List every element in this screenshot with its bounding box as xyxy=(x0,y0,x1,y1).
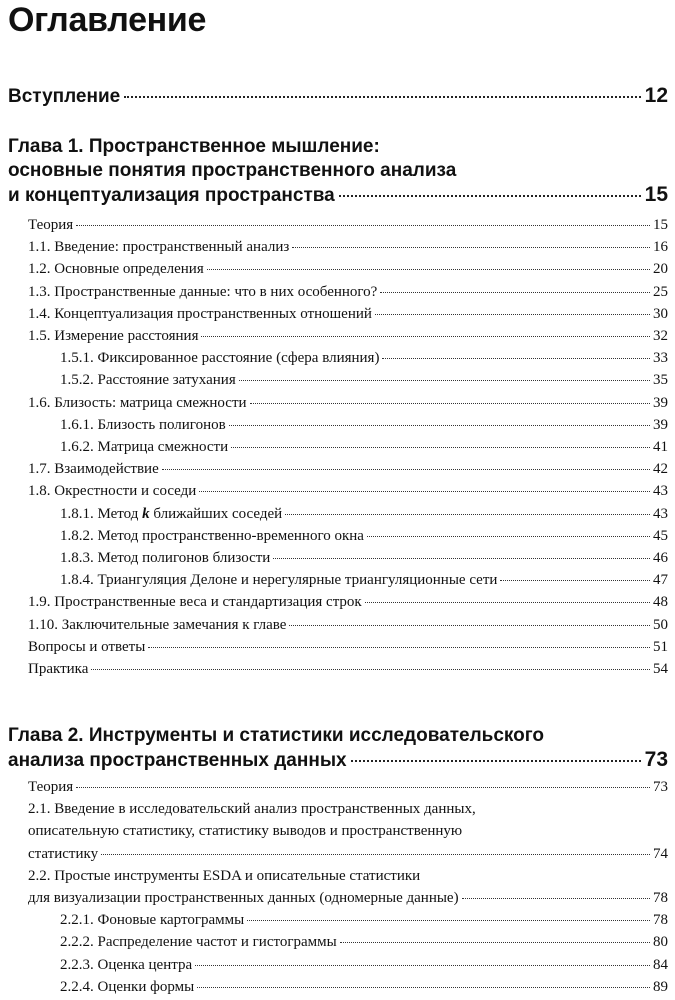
dot-leader xyxy=(500,580,650,581)
dot-leader xyxy=(380,292,650,293)
toc-entry[interactable] xyxy=(28,458,668,480)
dot-leader xyxy=(162,469,650,470)
toc-entry[interactable] xyxy=(28,658,668,680)
toc-entry-text: 1.6.1. Близость полигонов xyxy=(60,416,226,433)
dot-leader xyxy=(124,96,640,98)
toc-entry-text: 2.2. Простые инструменты ESDA и описательные статистики xyxy=(28,867,421,884)
dot-leader xyxy=(195,965,650,966)
toc-entry-text: 1.8. Окрестности и соседи xyxy=(28,483,197,500)
toc-entry-page: 33 xyxy=(653,350,668,367)
dot-leader xyxy=(351,760,641,762)
toc-entry[interactable] xyxy=(28,976,668,998)
toc-entry-text: Теория xyxy=(28,217,74,233)
toc-entry[interactable] xyxy=(28,325,668,347)
toc-entry-page: 89 xyxy=(653,978,668,995)
dot-leader xyxy=(250,403,650,404)
toc-entry-page: 46 xyxy=(653,550,668,567)
toc-entry-text: 2.2.1. Фоновые картограммы xyxy=(60,912,245,929)
dot-leader xyxy=(231,447,650,448)
toc-entry[interactable] xyxy=(28,392,668,414)
toc-entry-text: 1.8.3. Метод полигонов близости xyxy=(60,550,271,567)
toc-entry-page: 41 xyxy=(653,439,668,456)
toc-entry-text: Вопросы и ответы xyxy=(28,638,146,655)
toc-entry-text: 1.5. Измерение расстояния xyxy=(28,328,199,345)
toc-entry[interactable] xyxy=(28,591,668,613)
toc-entry-text: 2.2.4. Оценки формы xyxy=(60,978,195,995)
toc-entry[interactable] xyxy=(28,303,668,325)
toc-entry-page: 45 xyxy=(653,527,668,544)
dot-leader xyxy=(292,247,650,248)
toc-entry[interactable] xyxy=(28,525,668,547)
dot-leader xyxy=(365,602,650,603)
dot-leader xyxy=(207,269,650,270)
toc-entry-text: для визуализации пространственных данных (одномерные данные) xyxy=(28,890,459,907)
dot-leader xyxy=(382,358,650,359)
toc-entry-page: 51 xyxy=(653,638,668,655)
toc-entry-text: 1.5.2. Расстояние затухания xyxy=(60,372,236,389)
toc-entry-page: 39 xyxy=(653,416,668,433)
toc-entry[interactable] xyxy=(28,954,668,976)
toc-entry[interactable] xyxy=(28,909,668,931)
dot-leader xyxy=(340,942,650,943)
toc-entry-text: 1.8.2. Метод пространственно-временного окна xyxy=(60,527,364,544)
toc-entry-page: 43 xyxy=(653,483,668,500)
toc-entry[interactable] xyxy=(28,569,668,591)
toc-entry-page: 74 xyxy=(653,845,668,862)
toc-entry[interactable] xyxy=(28,776,668,798)
toc-entry-text: Теория xyxy=(28,779,74,795)
toc-entry-text: 1.6.2. Матрица смежности xyxy=(60,439,229,456)
chapter-heading-line: Глава 1. Пространственное мышление: xyxy=(8,136,380,157)
toc-entry-page: 47 xyxy=(653,572,668,589)
toc-entry-text: 1.4. Концептуализация пространственных отношений xyxy=(28,305,372,322)
toc-entry-text: 2.2.2. Распределение частот и гистограммы xyxy=(60,934,337,951)
chapter-page: 73 xyxy=(644,748,668,771)
toc-entry[interactable] xyxy=(28,503,668,525)
toc-entry-page: 25 xyxy=(653,283,668,300)
toc-entry[interactable] xyxy=(28,614,668,636)
toc-entry-page: 16 xyxy=(653,239,668,256)
chapter-1-heading[interactable] xyxy=(8,135,668,208)
toc-entry-page: 50 xyxy=(653,616,668,633)
toc-entry-page: 15 xyxy=(653,217,668,233)
toc-entry[interactable] xyxy=(28,865,668,909)
toc-entry-text: 2.1. Введение в исследовательский анализ пространственных данных, xyxy=(28,801,476,818)
dot-leader xyxy=(289,625,650,626)
intro-page: 12 xyxy=(644,84,668,107)
toc-entry-text: 2.2.3. Оценка центра xyxy=(60,956,193,973)
toc-entry-page: 43 xyxy=(653,505,668,522)
toc-entry-page: 73 xyxy=(653,779,668,795)
toc-entry[interactable] xyxy=(28,347,668,369)
toc-entry-text: 1.5.1. Фиксированное расстояние (сфера влияния) xyxy=(60,350,380,367)
dot-leader xyxy=(148,647,650,648)
toc-entry-text: 1.7. Взаимодействие xyxy=(28,461,159,478)
dot-leader xyxy=(91,669,650,670)
dot-leader xyxy=(367,536,650,537)
chapter-2-heading[interactable] xyxy=(8,724,668,773)
chapter-heading-line: основные понятия пространственного анализа xyxy=(8,160,457,181)
dot-leader xyxy=(101,854,650,855)
dot-leader xyxy=(197,987,650,988)
toc-entry-text: Практика xyxy=(28,661,89,678)
toc-entry-text: 1.8.4. Триангуляция Делоне и нерегулярные триангуляционные сети xyxy=(60,572,498,589)
dot-leader xyxy=(339,195,641,197)
toc-entry[interactable] xyxy=(28,414,668,436)
chapter-heading-line: и концептуализация пространства xyxy=(8,185,335,206)
toc-entry-page: 30 xyxy=(653,305,668,322)
toc-entry[interactable] xyxy=(28,281,668,303)
dot-leader xyxy=(239,380,650,381)
toc-entry-page: 78 xyxy=(653,890,668,907)
toc-entry-page: 54 xyxy=(653,661,668,678)
dot-leader xyxy=(229,425,650,426)
toc-entry[interactable] xyxy=(28,258,668,280)
toc-entry-text: 1.2. Основные определения xyxy=(28,261,204,278)
toc-entry[interactable] xyxy=(28,798,668,865)
toc-entry-page: 35 xyxy=(653,372,668,389)
toc-entry[interactable] xyxy=(28,547,668,569)
toc-entry-page: 48 xyxy=(653,594,668,611)
dot-leader xyxy=(76,787,650,788)
toc-entry[interactable] xyxy=(28,931,668,953)
dot-leader xyxy=(201,336,650,337)
toc-entry[interactable] xyxy=(28,636,668,658)
toc-entry-page: 78 xyxy=(653,912,668,929)
intro-title: Вступление xyxy=(8,86,121,107)
toc-entry-text: статистику xyxy=(28,845,99,862)
dot-leader xyxy=(375,314,650,315)
toc-entry-text: 1.9. Пространственные веса и стандартизация строк xyxy=(28,594,362,611)
toc-entry[interactable] xyxy=(28,369,668,391)
dot-leader xyxy=(285,514,650,515)
toc-entry[interactable] xyxy=(28,436,668,458)
toc-entry-page: 32 xyxy=(653,328,668,345)
toc-entry[interactable] xyxy=(28,480,668,502)
toc-entry-text: 1.10. Заключительные замечания к главе xyxy=(28,616,287,633)
toc-entry-page: 84 xyxy=(653,956,668,973)
toc-entry-page: 20 xyxy=(653,261,668,278)
toc-entry[interactable] xyxy=(28,214,668,236)
toc-entry-text: 1.8.1. Метод k ближайших соседей xyxy=(60,505,283,522)
toc-entry-text: описательную статистику, статистику выводов и пространственную xyxy=(28,823,463,840)
toc-entry-page: 80 xyxy=(653,934,668,951)
toc-entry-text: 1.3. Пространственные данные: что в них особенного? xyxy=(28,283,378,300)
chapter-2-entries xyxy=(28,776,668,998)
dot-leader xyxy=(199,491,650,492)
toc-intro[interactable] xyxy=(8,84,668,109)
chapter-heading-line: анализа пространственных данных xyxy=(8,750,347,771)
page-title: Оглавление xyxy=(8,1,207,39)
toc-entry-text: 1.6. Близость: матрица смежности xyxy=(28,394,247,411)
toc-entry-page: 39 xyxy=(653,394,668,411)
toc-entry-text: 1.1. Введение: пространственный анализ xyxy=(28,239,290,256)
dot-leader xyxy=(462,898,650,899)
chapter-page: 15 xyxy=(644,183,668,206)
dot-leader xyxy=(247,920,650,921)
dot-leader xyxy=(273,558,650,559)
chapter-heading-line: Глава 2. Инструменты и статистики исследовательского xyxy=(8,725,545,746)
chapter-1-entries xyxy=(28,214,668,680)
toc-entry[interactable] xyxy=(28,236,668,258)
toc-entry-page: 42 xyxy=(653,461,668,478)
dot-leader xyxy=(76,225,650,226)
